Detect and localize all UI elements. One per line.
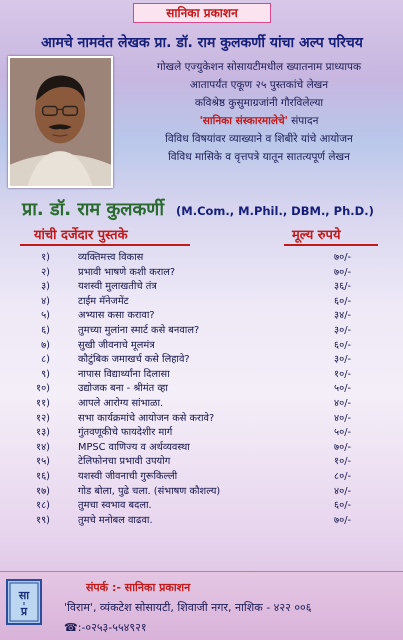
book-price: ६०/-	[334, 339, 352, 351]
bio-line: गोखले एज्युकेशन सोसायटीमधील ख्यातनाम प्राध्यापक	[156, 61, 362, 73]
book-row	[10, 323, 395, 338]
book-title: तुमचे मनोबल वाढवा.	[78, 514, 153, 526]
book-price: १०/-	[334, 368, 352, 380]
bio-line: आतापर्यंत एकूण २५ पुस्तकांचे लेखन	[189, 79, 329, 91]
book-row	[10, 454, 395, 469]
books-column-heading: यांची दर्जेदार पुस्तके	[34, 228, 128, 243]
book-row	[10, 279, 395, 294]
book-number: ४)	[41, 295, 50, 307]
bio-line: कविश्रेष्ठ कुसुमाग्रजांनी गौरविलेल्या	[194, 97, 324, 109]
book-title: व्यक्तिमत्त्व विकास	[78, 252, 144, 263]
book-price: ८०/-	[334, 470, 352, 482]
book-number: ६)	[41, 324, 50, 336]
book-number: १४)	[35, 441, 50, 453]
book-price: ७०/-	[334, 441, 352, 453]
book-number: १९)	[35, 514, 50, 526]
book-price: ३०/-	[334, 354, 352, 366]
book-price: ७०/-	[334, 266, 352, 278]
book-title: उद्योजक बना - श्रीमंत व्हा	[78, 383, 168, 395]
book-price: ४०/-	[334, 485, 352, 497]
book-number: १५)	[35, 456, 50, 468]
book-number: ५)	[41, 310, 50, 322]
book-number: ११)	[35, 397, 50, 409]
books-heading-underline	[20, 244, 190, 246]
book-title: MPSC वाणिज्य व अर्थव्यवस्था	[78, 441, 190, 453]
book-row	[10, 440, 395, 455]
book-row	[10, 367, 395, 382]
book-row	[10, 250, 395, 265]
book-price: ७०/-	[334, 514, 352, 526]
book-price: ३६/-	[334, 281, 352, 293]
book-number: ७)	[41, 339, 50, 351]
book-title: गुंतवणूकीचे फायदेशीर मार्ग	[78, 427, 173, 439]
book-row	[10, 308, 395, 323]
sanskarmala-highlight: 'सानिका संस्कारमालेचे'	[199, 115, 288, 127]
book-number: ८)	[41, 354, 50, 366]
book-price: ४०/-	[334, 397, 352, 409]
book-price: ३४/-	[334, 310, 352, 322]
book-title: यशस्वी मुलाखतीचे तंत्र	[78, 281, 157, 293]
book-title: यशस्वी जीवनाची गुरूकिल्ली	[78, 470, 178, 482]
book-title: नापास विद्यार्थ्यांना दिलासा	[78, 368, 170, 380]
book-row	[10, 484, 395, 499]
contact-phone: ☎:-०२५३-५५४९२१	[64, 621, 147, 634]
book-row	[10, 381, 395, 396]
book-price: ६०/-	[334, 295, 352, 307]
book-number: ९)	[41, 368, 50, 380]
book-title: सभा कार्यक्रमांचे आयोजन कसे करावे?	[78, 412, 215, 424]
svg-text:प्र: प्र	[20, 605, 28, 618]
book-number: १३)	[35, 427, 50, 439]
book-title: कौटुंबिक जमाखर्च कसे लिहावे?	[78, 354, 190, 366]
book-title: टाईम मॅनेजमेंट	[78, 295, 129, 307]
author-photo	[8, 56, 113, 188]
book-price: ५०/-	[334, 427, 352, 439]
book-row	[10, 411, 395, 426]
book-row	[10, 425, 395, 440]
book-title: आपले आरोग्य सांभाळा.	[78, 397, 164, 409]
book-list	[10, 250, 395, 527]
book-number: १८)	[35, 500, 50, 512]
author-name: प्रा. डॉ. राम कुलकर्णी	[22, 199, 164, 220]
svg-text:सा: सा	[18, 589, 30, 602]
book-number: १७)	[35, 485, 50, 497]
bio-line: विविध मासिके व वृत्तपत्रे यातून सातत्यपूर्ण लेखन	[168, 151, 350, 163]
book-price: ७०/-	[334, 252, 352, 263]
book-number: २)	[41, 266, 50, 278]
book-title: तुमच्या मुलांना स्मार्ट कसे बनवाल?	[78, 324, 200, 336]
book-price: ३०/-	[334, 324, 352, 336]
contact-address: 'विराम', व्यंकटेश सोसायटी, शिवाजी नगर, नाशिक - ४२२ ००६	[64, 601, 312, 614]
book-title: तुमचा स्वभाव बदला.	[78, 500, 152, 512]
book-row	[10, 396, 395, 411]
book-row	[10, 265, 395, 280]
book-row	[10, 498, 395, 513]
bio-line-sanskarmala	[118, 112, 400, 130]
book-title: अभ्यास कसा करावा?	[78, 310, 155, 322]
publisher-logo	[6, 579, 42, 625]
author-degrees: (M.Com., M.Phil., DBM., Ph.D.)	[176, 204, 374, 218]
book-title: गोड बोला, पुढे चला. (संभाषण कौशल्य)	[78, 485, 221, 497]
book-row	[10, 352, 395, 367]
bio-line: विविध विषयांवर व्याख्याने व शिबीरे यांचे आयोजन	[165, 133, 353, 145]
book-price: ६०/-	[334, 500, 352, 512]
book-title: प्रभावी भाषणे कशी कराल?	[78, 266, 176, 278]
book-number: १६)	[35, 470, 50, 482]
book-number: १२)	[35, 412, 50, 424]
contact-label: संपर्क :- सानिका प्रकाशन	[86, 581, 191, 594]
book-price: ४०/-	[334, 412, 352, 424]
publisher-title: सानिका प्रकाशन	[133, 3, 271, 23]
book-row	[10, 294, 395, 309]
book-number: १)	[41, 252, 50, 263]
author-name-row	[22, 197, 392, 221]
book-price: ५०/-	[334, 383, 352, 395]
book-row	[10, 513, 395, 528]
book-row	[10, 338, 395, 353]
book-title: टेलिफोनचा प्रभावी उपयोग	[78, 456, 171, 468]
book-title: सुखी जीवनाचे मूलमंत्र	[78, 339, 155, 351]
book-row	[10, 469, 395, 484]
price-column-heading: मूल्य रुपये	[292, 228, 341, 243]
intro-heading: आमचे नामवंत लेखक प्रा. डॉ. राम कुलकर्णी यांचा अल्प परिचय	[41, 35, 363, 51]
book-number: १०)	[35, 383, 50, 395]
sanskarmala-rest: संपादन	[287, 115, 319, 127]
author-bio	[118, 58, 400, 166]
book-price: १०/-	[334, 456, 352, 468]
price-heading-underline	[284, 244, 378, 246]
book-number: ३)	[41, 281, 50, 293]
